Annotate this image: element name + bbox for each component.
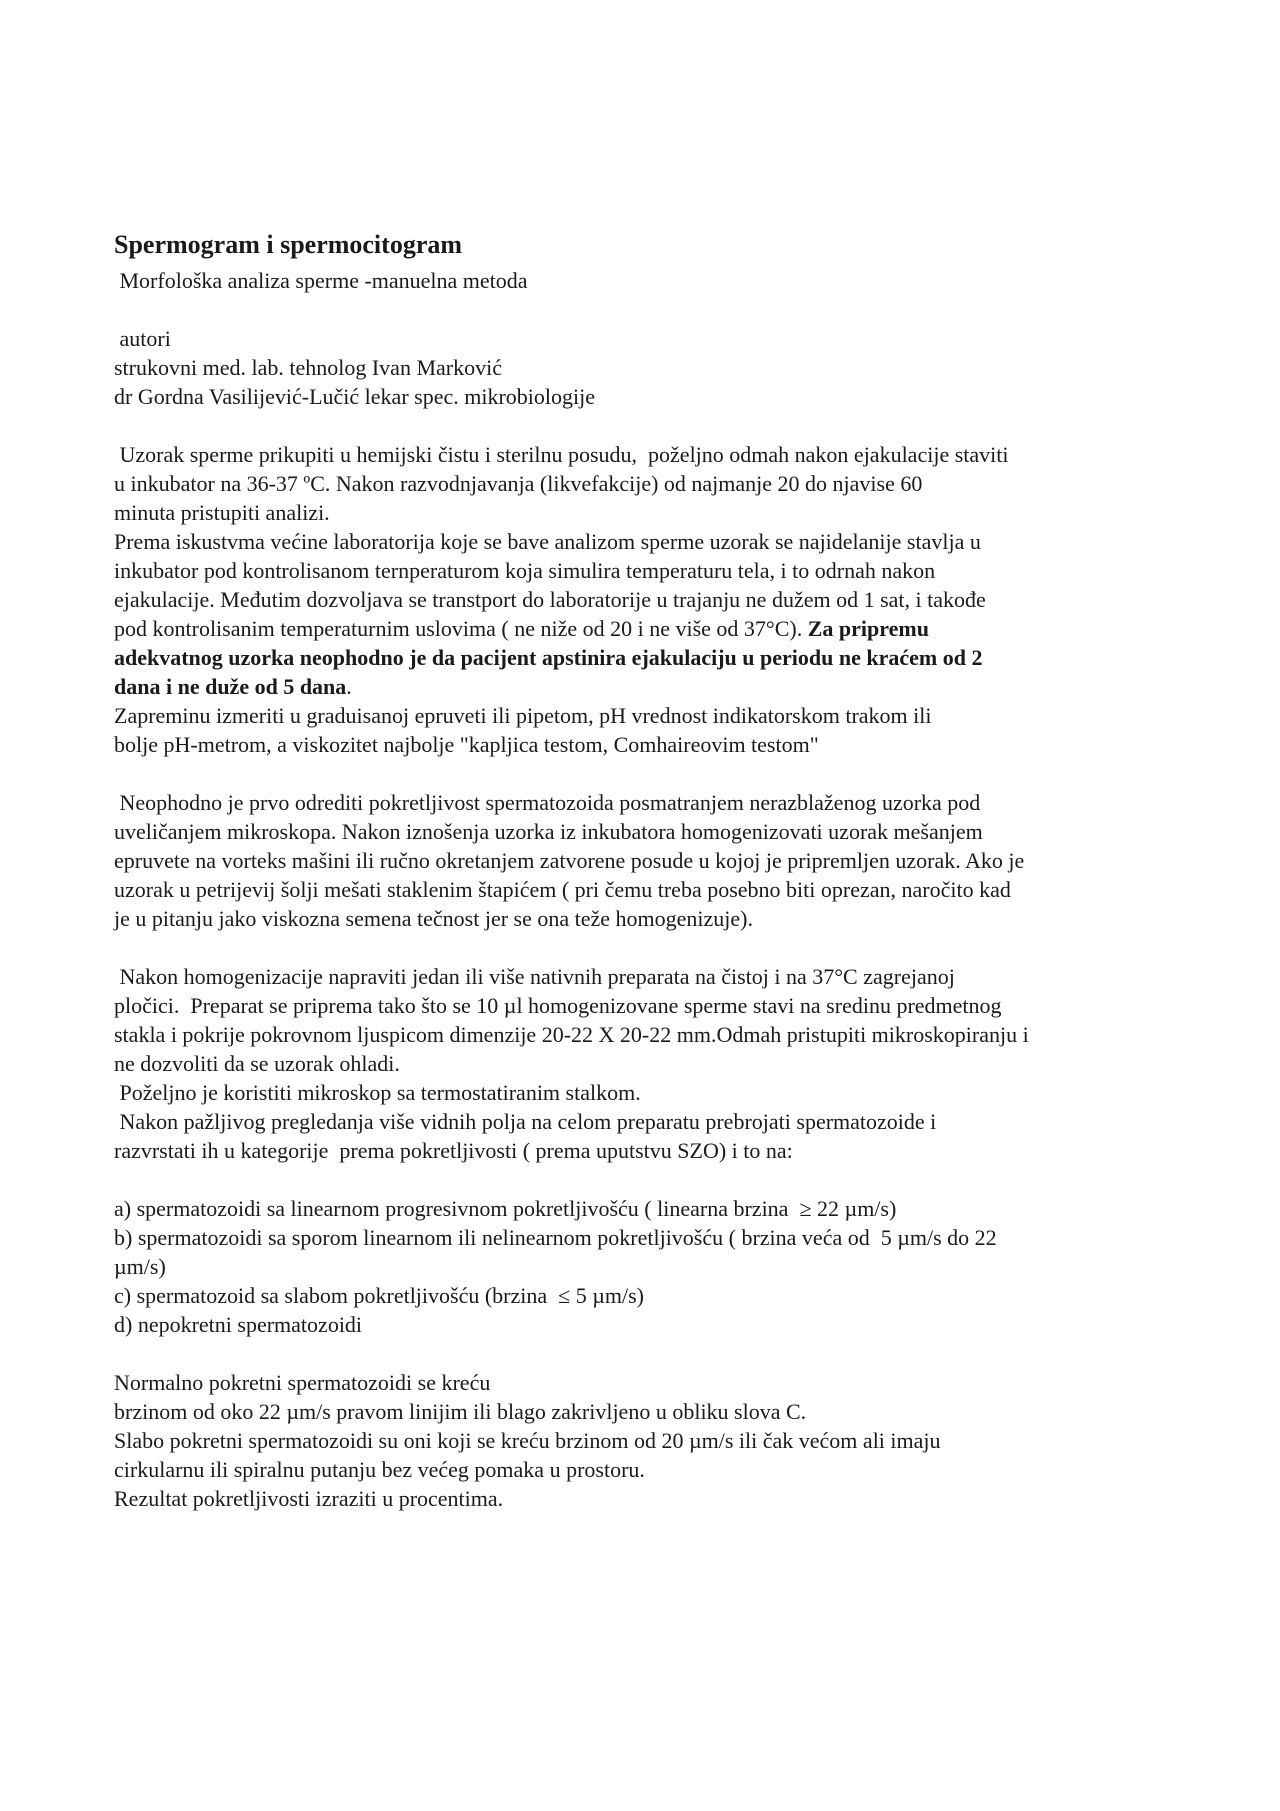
paragraph-line: ne dozvoliti da se uzorak ohladi. (114, 1051, 400, 1076)
paragraph-line: Nakon pažljivog pregledanja više vidnih polja na celom preparatu prebrojati spermatozoide i (114, 1109, 937, 1134)
bold-line: adekvatnog uzorka neophodno je da pacijent apstinira ejakulaciju u periodu ne kraćem od 2 (114, 645, 983, 670)
paragraph-line: Nakon homogenizacije napraviti jedan ili više nativnih preparata na čistoj i na 37°C zagrejanoj (114, 964, 955, 989)
list-item: c) spermatozoid sa slabom pokretljivošću (brzina ≤ 5 µm/s) (114, 1283, 645, 1308)
bold-text: dana i ne duže od 5 dana (114, 674, 347, 699)
paragraph-line (114, 614, 1174, 643)
list-item: a) spermatozoidi sa linearnom progresivnom pokretljivošću ( linearna brzina ≥ 22 µm/s) (114, 1196, 897, 1221)
paragraph-line: Uzorak sperme prikupiti u hemijski čistu i sterilnu posudu, poželjno odmah nakon ejakulacije staviti (114, 442, 1009, 467)
paragraph-line: uveličanjem mikroskopa. Nakon iznošenja uzorka iz inkubatora homogenizovati uzorak mešanjem (114, 819, 983, 844)
document-subtitle: Morfološka analiza sperme -manuelna metoda (114, 268, 528, 293)
paragraph-line: Rezultat pokretljivosti izraziti u procentima. (114, 1486, 504, 1511)
paragraph-line: razvrstati ih u kategorije prema pokretljivosti ( prema uputstvu SZO) i to na: (114, 1138, 793, 1163)
paragraph-line: Neophodno je prvo odrediti pokretljivost spermatozoida posmatranjem nerazblaženog uzorka pod (114, 790, 981, 815)
authors-label: autori (114, 326, 171, 351)
list-item: b) spermatozoidi sa sporom linearnom ili nelinearnom pokretljivošću ( brzina veća od 5 µm/s do 22 (114, 1225, 997, 1250)
paragraph-line: cirkularnu ili spiralnu putanju bez većeg pomaka u prostoru. (114, 1457, 645, 1482)
list-item: d) nepokretni spermatozoidi (114, 1312, 363, 1337)
paragraph-line: stakla i pokrije pokrovnom ljuspicom dimenzije 20-22 X 20-22 mm.Odmah pristupiti mikroskopiranju i (114, 1022, 1029, 1047)
paragraph-line: je u pitanju jako viskozna semena tečnost jer se ona teže homogenizuje). (114, 906, 753, 931)
document-title: Spermogram i spermocitogram (114, 230, 463, 259)
paragraph-line: brzinom od oko 22 µm/s pravom linijim ili blago zakrivljeno u obliku slova C. (114, 1399, 807, 1424)
paragraph-line: bolje pH-metrom, a viskozitet najbolje "kapljica testom, Comhaireovim testom" (114, 732, 819, 757)
paragraph-line: Normalno pokretni spermatozoidi se kreću (114, 1370, 491, 1395)
paragraph-line: Zapreminu izmeriti u graduisanoj epruveti ili pipetom, pH vrednost indikatorskom trakom ili (114, 703, 932, 728)
document-page (114, 228, 1174, 1513)
paragraph-line: epruvete na vorteks mašini ili ručno okretanjem zatvorene posude u kojoj je pripremljen uzorak. Ako je (114, 848, 1025, 873)
list-item: µm/s) (114, 1254, 166, 1279)
paragraph-line: inkubator pod kontrolisanom ternperaturom koja simulira temperaturu tela, i to odrnah nakon (114, 558, 936, 583)
paragraph-line: u inkubator na 36-37 ºC. Nakon razvodnjavanja (likvefakcije) od najmanje 20 do njavise 60 (114, 471, 923, 496)
paragraph-line: minuta pristupiti analizi. (114, 500, 330, 525)
paragraph-text: pod kontrolisanim temperaturnim uslovima ( ne niže od 20 i ne više od 37°C). (114, 616, 808, 641)
paragraph-line: Prema iskustvma većine laboratorija koje se bave analizom sperme uzorak se najidelanije stavlja u (114, 529, 981, 554)
paragraph-text: . (346, 674, 352, 699)
author-2: dr Gordna Vasilijević-Lučić lekar spec. mikrobiologije (114, 384, 596, 409)
paragraph-line: Slabo pokretni spermatozoidi su oni koji se kreću brzinom od 20 µm/s ili čak većom ali imaju (114, 1428, 941, 1453)
paragraph-line: Poželjno je koristiti mikroskop sa termostatiranim stalkom. (114, 1080, 641, 1105)
paragraph-line: pločici. Preparat se priprema tako što se 10 µl homogenizovane sperme stavi na sredinu predmetnog (114, 993, 1002, 1018)
paragraph-line (114, 672, 1174, 701)
bold-text: Za pripremu (807, 616, 929, 641)
author-1: strukovni med. lab. tehnolog Ivan Marković (114, 355, 502, 380)
paragraph-line: uzorak u petrijevij šolji mešati staklenim štapićem ( pri čemu treba posebno biti oprezan, naročito kad (114, 877, 1011, 902)
paragraph-line: ejakulacije. Međutim dozvoljava se transtport do laboratorije u trajanju ne dužem od 1 sat, i takođe (114, 587, 986, 612)
